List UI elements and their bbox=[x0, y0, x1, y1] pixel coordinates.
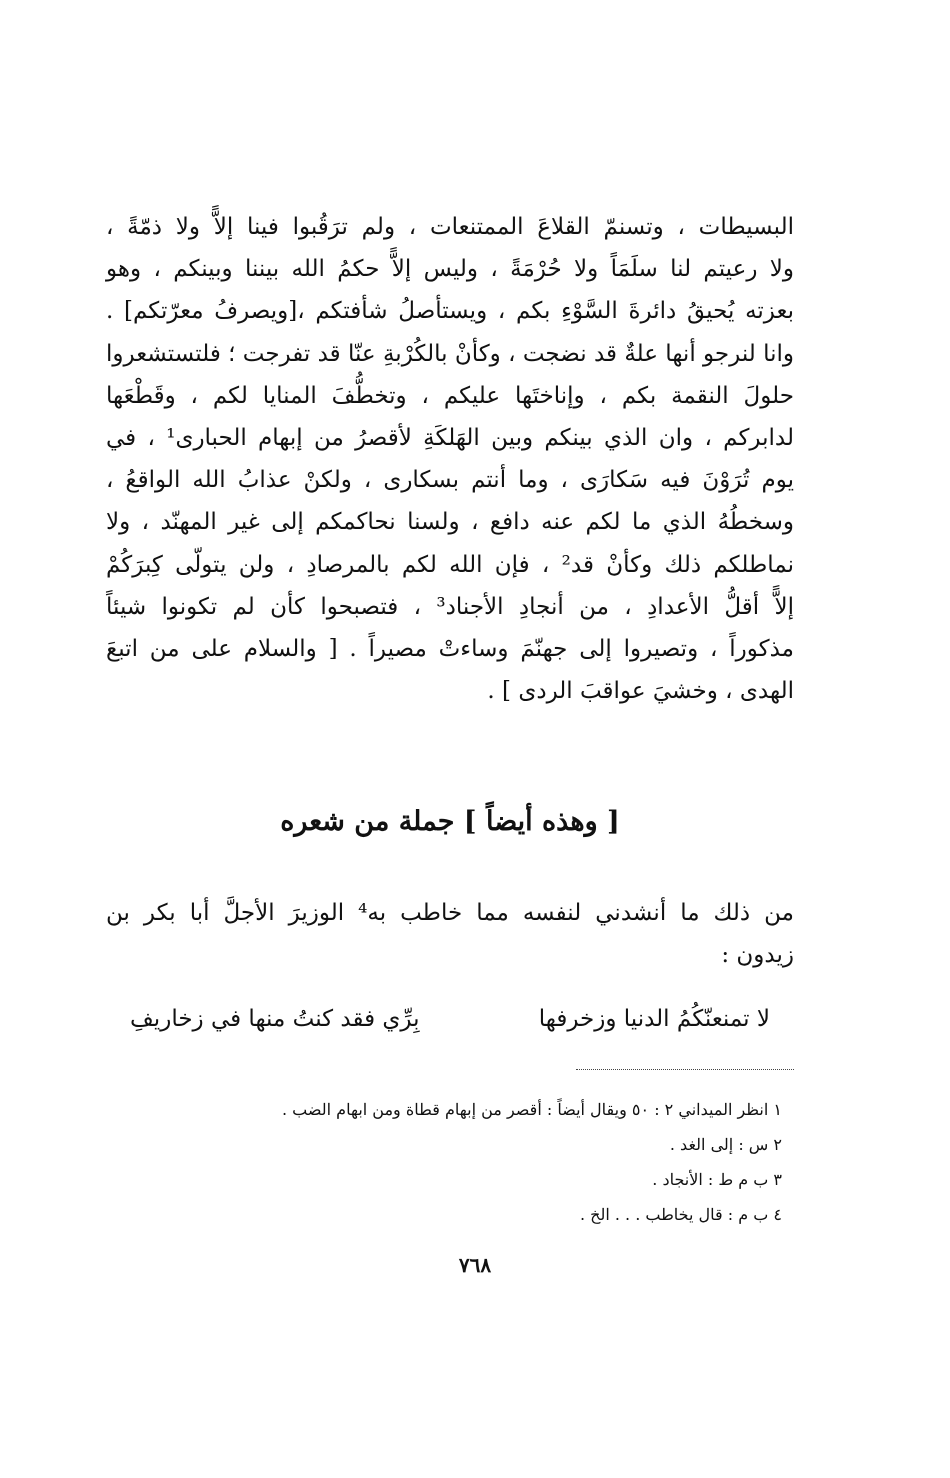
text-line: بعزته يُحيقُ دائرةَ السَّوْءِ بكم ، ويستأصلُ شأفتكم ،[ويصرفُ معرّتكم] . bbox=[106, 298, 794, 325]
footnote: ٤ ب م : قال يخاطب . . . الخ . bbox=[579, 1205, 782, 1224]
text-line: حلولَ النقمة بكم ، وإناختَها عليكم ، وتخطُّفَ المنايا لكم ، وقَطْعَها bbox=[106, 382, 794, 409]
page-number: ٧٦٨ bbox=[458, 1253, 492, 1277]
poem-verse bbox=[130, 998, 770, 1040]
verse-first-hemistich: لا تمنعنّكُمُ الدنيا وزخرفها bbox=[538, 1006, 770, 1032]
text-line: مذكوراً ، وتصيروا إلى جهنّمَ وساءتْ مصيراً . [ والسلام على من اتبعَ bbox=[106, 635, 794, 662]
text-line: يوم تُرَوْنَ فيه سَكارَى ، وما أنتم بسكارى ، ولكنْ عذابُ الله الواقعُ ، bbox=[106, 467, 794, 494]
text-line: ولا رعيتم لنا سلَمَاً ولا حُرْمَةً ، وليس إلاًّ حكمُ الله بيننا وبينكم ، وهو bbox=[106, 256, 794, 283]
footnote: ١ انظر الميداني ٢ : ٥٠ ويقال أيضاً : أقصر من إبهام قطاة ومن ابهام الضب . bbox=[282, 1100, 782, 1119]
footnote-divider bbox=[576, 1069, 794, 1070]
text-line: لدابركم ، وان الذي بينكم وبين الهَلكَةِ لأقصرُ من إبهام الحبارى¹ ، في bbox=[106, 424, 794, 451]
footnote: ٢ س : إلى الغد . bbox=[669, 1135, 782, 1154]
text-line: إلاًّ أقلُّ الأعدادِ ، من أنجادِ الأجناد³ ، فتصبحوا كأن لم تكونوا شيئاً bbox=[106, 593, 794, 620]
verse-second-hemistich: بِرِّي فقد كنتُ منها في زخاريفِ bbox=[130, 1006, 420, 1032]
intro-paragraph bbox=[106, 892, 794, 976]
text-line: من ذلك ما أنشدني لنفسه مما خاطب به⁴ الوزيرَ الأجلَّ أبا بكر بن bbox=[106, 900, 794, 926]
main-paragraph bbox=[106, 206, 794, 712]
text-line: وانا لنرجو أنها علةٌ قد نضجت ، وكأنْ بالكُرْبةِ عنّا قد تفرجت ؛ فلتستشعروا bbox=[106, 340, 794, 367]
text-line: البسيطات ، وتسنمّ القلاعَ الممتنعات ، ولم ترَقُبوا فينا إلاًّ ولا ذمّةً ، bbox=[106, 214, 794, 240]
footnote: ٣ ب م ط : الأنجاد . bbox=[652, 1170, 782, 1189]
text-line: الهدى ، وخشيَ عواقبَ الردى ] . bbox=[487, 678, 794, 705]
section-heading: [ وهذه أيضاً ] جملة من شعره bbox=[280, 806, 620, 837]
footnotes bbox=[150, 1092, 782, 1232]
text-line: نماطلكم ذلك وكأنْ قد² ، فإن الله لكم بالمرصادِ ، ولن يتولّى كِبرَكُمْ bbox=[106, 551, 794, 578]
text-line: وسخطُهُ الذي ما لكم عنه دافع ، ولسنا نحاكمكم إلى غير المهنّد ، ولا bbox=[106, 509, 794, 536]
text-line: زيدون : bbox=[721, 942, 794, 969]
